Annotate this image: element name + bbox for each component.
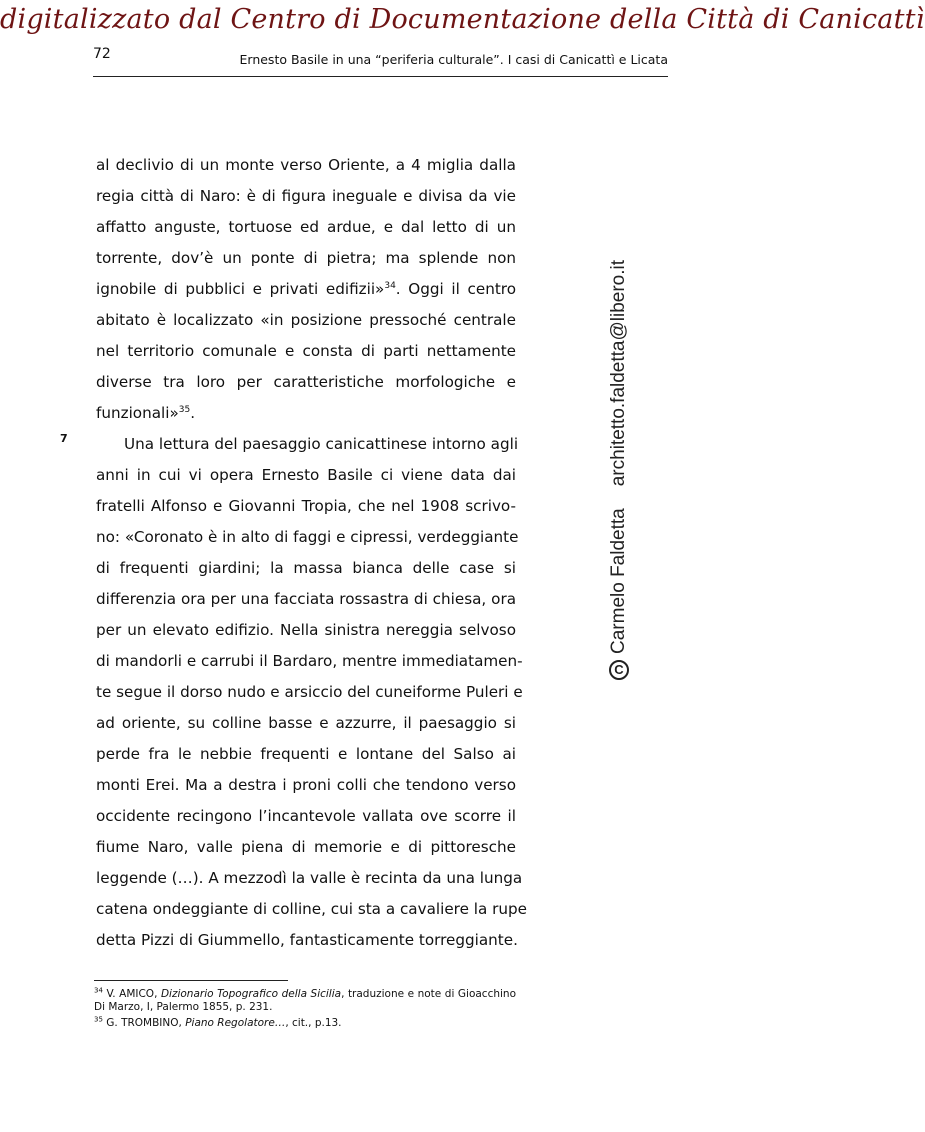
- text-line: leggende (…). A mezzodì la valle è recinta da una lunga: [96, 869, 523, 887]
- text-line: diverse tra loro per caratteristiche morfologiche e: [96, 373, 516, 391]
- text-segment: funzionali»: [96, 404, 179, 422]
- text-line: [96, 398, 516, 429]
- credit-email: architetto.faldetta@libero.it: [608, 259, 629, 487]
- footnote-number: 34: [94, 986, 103, 995]
- footnote-35: [94, 1017, 516, 1030]
- text-line: di mandorli e carrubi il Bardaro, mentre immediatamen-: [96, 652, 523, 670]
- body-text: [96, 150, 527, 956]
- text-line: affatto anguste, tortuose ed ardue, e dal letto di un: [96, 218, 516, 236]
- footnote-ref: 34: [384, 280, 396, 291]
- text-line: nel territorio comunale e consta di parti nettamente: [96, 342, 516, 360]
- page-number: 72: [93, 46, 111, 62]
- copyright-icon: C: [609, 660, 629, 680]
- footnote-divider: [94, 980, 288, 981]
- text-line: di frequenti giardini; la massa bianca delle case si: [96, 559, 516, 577]
- text-line: al declivio di un monte verso Oriente, a 4 miglia dalla: [96, 156, 516, 174]
- credit-author: Carmelo Faldetta: [608, 508, 629, 654]
- running-title: Ernesto Basile in una “periferia culturale”. I casi di Canicattì e Licata: [239, 52, 668, 67]
- text-line: anni in cui vi opera Ernesto Basile ci viene data dai: [96, 466, 516, 484]
- text-line: regia città di Naro: è di figura ineguale e divisa da vie: [96, 187, 516, 205]
- text-segment: ignobile di pubblici e privati edifizii»: [96, 280, 385, 298]
- footnote-title: Piano Regolatore…: [185, 1017, 286, 1029]
- footnote-number: 35: [94, 1015, 103, 1024]
- text-line: per un elevato edifizio. Nella sinistra nereggia selvoso: [96, 621, 516, 639]
- text-line: Una lettura del paesaggio canicattinese intorno agli: [124, 435, 519, 453]
- text-line: torrente, dov’è un ponte di pietra; ma splende non: [96, 249, 516, 267]
- footnote-text: V. AMICO,: [102, 988, 161, 1000]
- side-credit: [608, 260, 630, 680]
- text-line: fiume Naro, valle piena di memorie e di pittoresche: [96, 838, 516, 856]
- footnotes: [94, 988, 516, 1033]
- footnote-34: [94, 988, 516, 1014]
- text-line: te segue il dorso nudo e arsiccio del cuneiforme Puleri e: [96, 683, 523, 701]
- footnote-text: , cit., p.13.: [285, 1017, 342, 1029]
- text-line: ad oriente, su colline basse e azzurre, il paesaggio si: [96, 714, 516, 732]
- page-header: [93, 46, 668, 77]
- text-line: detta Pizzi di Giummello, fantasticamente torreggiante.: [96, 931, 518, 949]
- text-line: no: «Coronato è in alto di faggi e cipressi, verdeggiante: [96, 528, 519, 546]
- footnote-text: G. TROMBINO,: [102, 1017, 186, 1029]
- footnote-ref: 35: [178, 404, 191, 415]
- text-segment: . Oggi il centro: [395, 280, 516, 298]
- text-segment: .: [190, 404, 196, 422]
- text-line: differenzia ora per una facciata rossastra di chiesa, ora: [96, 590, 516, 608]
- text-line: monti Erei. Ma a destra i proni colli che tendono verso: [96, 776, 516, 794]
- footnote-title: Dizionario Topografico della Sicilia: [160, 988, 342, 1000]
- text-line: catena ondeggiante di colline, cui sta a cavaliere la rupe: [96, 900, 527, 918]
- text-line: [96, 274, 516, 305]
- text-line: abitato è localizzato «in posizione pressoché centrale: [96, 311, 516, 329]
- watermark-banner: digitalizzato dal Centro di Documentazione della Città di Canicattì: [0, 4, 925, 35]
- text-line: occidente recingono l’incantevole vallata ove scorre il: [96, 807, 516, 825]
- text-line: fratelli Alfonso e Giovanni Tropia, che nel 1908 scrivo-: [96, 497, 516, 515]
- margin-mark: 7: [60, 432, 68, 445]
- text-line: perde fra le nebbie frequenti e lontane del Salso ai: [96, 745, 516, 763]
- footnote-text: , traduzione e note di Gioacchino Di Marzo, I, Palermo 1855, p. 231.: [94, 988, 516, 1013]
